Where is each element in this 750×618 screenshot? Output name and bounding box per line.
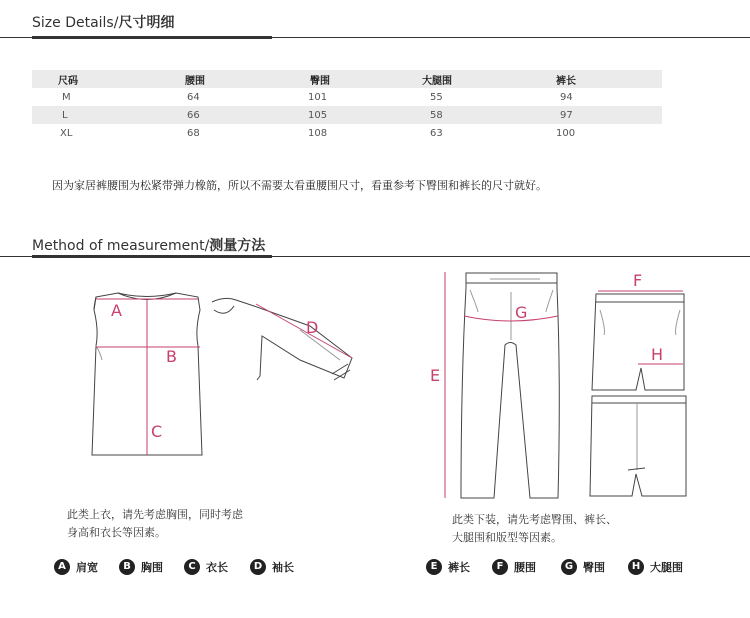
top-desc-line1: 此类上衣，请先考虑胸围，同时考虑: [67, 508, 243, 521]
label-B: B: [166, 347, 177, 366]
size-title-en: Size Details/: [32, 15, 119, 31]
badge-B-icon: B: [119, 559, 135, 575]
legend-label: 裤长: [448, 561, 470, 574]
header-hip: 臀围: [278, 70, 390, 88]
legend-label: 肩宽: [76, 561, 98, 574]
header-waist: 腰围: [153, 70, 278, 88]
header-length: 裤长: [524, 70, 662, 88]
badge-D-icon: D: [250, 559, 266, 575]
label-F: F: [633, 271, 643, 290]
method-title-cn: 测量方法: [209, 238, 266, 254]
legend-sleeve: [250, 559, 294, 575]
size-note: 因为家居裤腰围为松紧带弹力橡筋，所以不需要太看重腰围尺寸，看重参考下臀围和裤长的尺寸就好。: [52, 179, 547, 192]
badge-C-icon: C: [184, 559, 200, 575]
badge-H-icon: H: [628, 559, 644, 575]
label-C: C: [151, 422, 163, 441]
table-cell: 64: [187, 91, 200, 103]
table-cell: M: [62, 91, 71, 103]
legend-length: [184, 559, 228, 575]
legend-shoulder: [54, 559, 98, 575]
badge-A-icon: A: [54, 559, 70, 575]
legend-label: 腰围: [514, 561, 536, 574]
table-cell: 108: [308, 127, 328, 139]
table-cell: 94: [560, 91, 573, 103]
label-A: A: [111, 301, 122, 320]
header-thigh: 大腿围: [390, 70, 524, 88]
table-cell: 63: [430, 127, 443, 139]
table-cell: 55: [430, 91, 443, 103]
legend-label: 大腿围: [650, 561, 683, 574]
method-title-en: Method of measurement/: [32, 238, 210, 254]
legend-label: 胸围: [141, 561, 163, 574]
legend-label: 衣长: [206, 561, 228, 574]
badge-G-icon: G: [561, 559, 577, 575]
table-cell: XL: [60, 127, 73, 139]
legend-thigh: [628, 559, 683, 575]
legend-label: 臀围: [583, 561, 605, 574]
top-desc-line2: 身高和衣长等因素。: [67, 526, 166, 539]
legend-waist: [492, 559, 536, 575]
table-cell: 100: [556, 127, 576, 139]
label-D: D: [306, 318, 319, 337]
table-cell: 58: [390, 106, 524, 124]
bottom-description: [452, 511, 617, 547]
size-title-cn: 尺寸明细: [118, 15, 175, 31]
table-cell: 66: [153, 106, 278, 124]
legend-chest: [119, 559, 163, 575]
table-cell: 68: [187, 127, 200, 139]
label-E: E: [430, 366, 441, 385]
label-G: G: [515, 303, 528, 322]
legend-label: 袖长: [272, 561, 294, 574]
bottom-desc-line2: 大腿围和版型等因素。: [452, 531, 562, 544]
table-cell: 105: [278, 106, 390, 124]
table-cell: 101: [308, 91, 328, 103]
badge-F-icon: F: [492, 559, 508, 575]
header-size: 尺码: [32, 70, 153, 88]
bottom-desc-line1: 此类下装，请先考虑臀围、裤长、: [452, 513, 617, 526]
legend-hip: [561, 559, 605, 575]
top-description: [67, 506, 243, 542]
badge-E-icon: E: [426, 559, 442, 575]
table-cell: 97: [524, 106, 662, 124]
legend-pants-length: [426, 559, 470, 575]
table-cell: L: [32, 106, 153, 124]
label-H: H: [651, 345, 664, 364]
